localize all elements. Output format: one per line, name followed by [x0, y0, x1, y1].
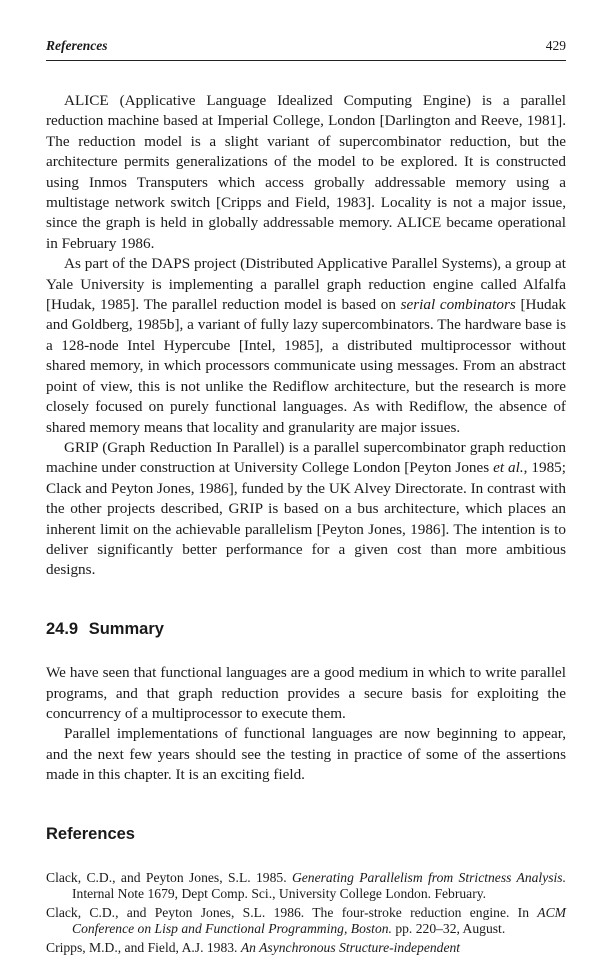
running-header [46, 38, 566, 61]
paragraph-grip-text-a: GRIP (Graph Reduction In Parallel) is a parallel supercombinator graph reduction machine under construction at University College London [Peyton Jones [46, 438, 566, 477]
paragraph-grip-emphasis: et al. [493, 459, 524, 477]
paragraph-alice-text: ALICE (Applicative Language Idealized Computing Engine) is a parallel reduction machine based at Imperial College, London [Darlington and Reeve, 1981]. The reduction model is a slight variant of supercombinator reduction, but the architecture permits generalizations of the model to be explored. It is constructed using Inmos Transputers which access grobally addressable memory using a multistage network switch [Cripps and Field, 1983]. Locality is not a major issue, since the graph is held in globally addressable memory. ALICE became operational in February 1986. [46, 92, 566, 252]
reference-item [46, 940, 566, 956]
reference-authors: Clack, C.D., and Peyton Jones, S.L. 1985. [46, 870, 292, 885]
reference-item [46, 870, 566, 903]
reference-authors: Clack, C.D., and Peyton Jones, S.L. 1986. The four-stroke reduction engine. In [46, 904, 538, 920]
reference-title: An Asynchronous Structure-independent [240, 939, 461, 955]
reference-details: Internal Note 1679, Dept Comp. Sci., University College London. February. [72, 886, 487, 902]
body-text [46, 91, 566, 956]
summary-paragraph-2 [46, 724, 566, 785]
running-header-section: References [46, 38, 108, 53]
paragraph-daps-emphasis: serial combinators [400, 296, 516, 314]
reference-list [46, 870, 566, 956]
reference-details: pp. 220–32, August. [391, 921, 506, 937]
paragraph-daps-text-a: As part of the DAPS project (Distributed Applicative Parallel Systems), a group at Yale University is implementing a parallel graph reduction engine called Alfalfa [Hudak, 1985]. The parallel reduction model is based on [46, 255, 566, 314]
paragraph-alice [46, 91, 566, 254]
summary-paragraph-1-text: We have seen that functional languages are a good medium in which to write parallel programs, and that graph reduction provides a secure basis for exploiting the concurrency of a multiprocessor to execute them. [46, 664, 566, 722]
reference-item [46, 905, 566, 938]
paragraph-daps-text-b: [Hudak and Goldberg, 1985b], a variant of fully lazy supercombinators. The hardware base is a 128-node Intel Hypercube [Intel, 1985], a distributed multiprocessor without shared memory, in which processors communicate using messages. From an abstract point of view, this is not unlike the Rediflow architecture, but the research is more closely focused on purely functional languages. As with Rediflow, the absence of shared memory means that locality and granularity are major issues. [46, 296, 566, 436]
section-number: 24.9 [46, 619, 79, 638]
references-heading: References [46, 824, 135, 843]
paragraph-grip [46, 438, 566, 581]
paragraph-daps [46, 254, 566, 438]
section-title: Summary [88, 619, 164, 638]
reference-title: Generating Parallelism from Strictness Analysis. [291, 870, 566, 885]
section-heading-summary [46, 619, 566, 639]
page [46, 38, 566, 958]
paragraph-grip-text-b: , 1985; Clack and Peyton Jones, 1986], funded by the UK Alvey Directorate. In contrast with the other projects described, GRIP is based on a bus architecture, which places an inherent limit on the achievable parallelism [Peyton Jones, 1986]. The intention is to deliver significantly better performance for a given cost than more ambitious designs. [46, 459, 566, 579]
summary-paragraph-1 [46, 663, 566, 724]
page-number: 429 [545, 38, 566, 53]
summary-paragraph-2-text: Parallel implementations of functional languages are now beginning to appear, and the next few years should see the testing in practice of some of the assertions made in this chapter. It is an exciting field. [46, 725, 566, 784]
reference-authors: Cripps, M.D., and Field, A.J. 1983. [46, 939, 241, 955]
reference-title: ACM Conference on Lisp and Functional Programming, Boston. [72, 904, 566, 937]
